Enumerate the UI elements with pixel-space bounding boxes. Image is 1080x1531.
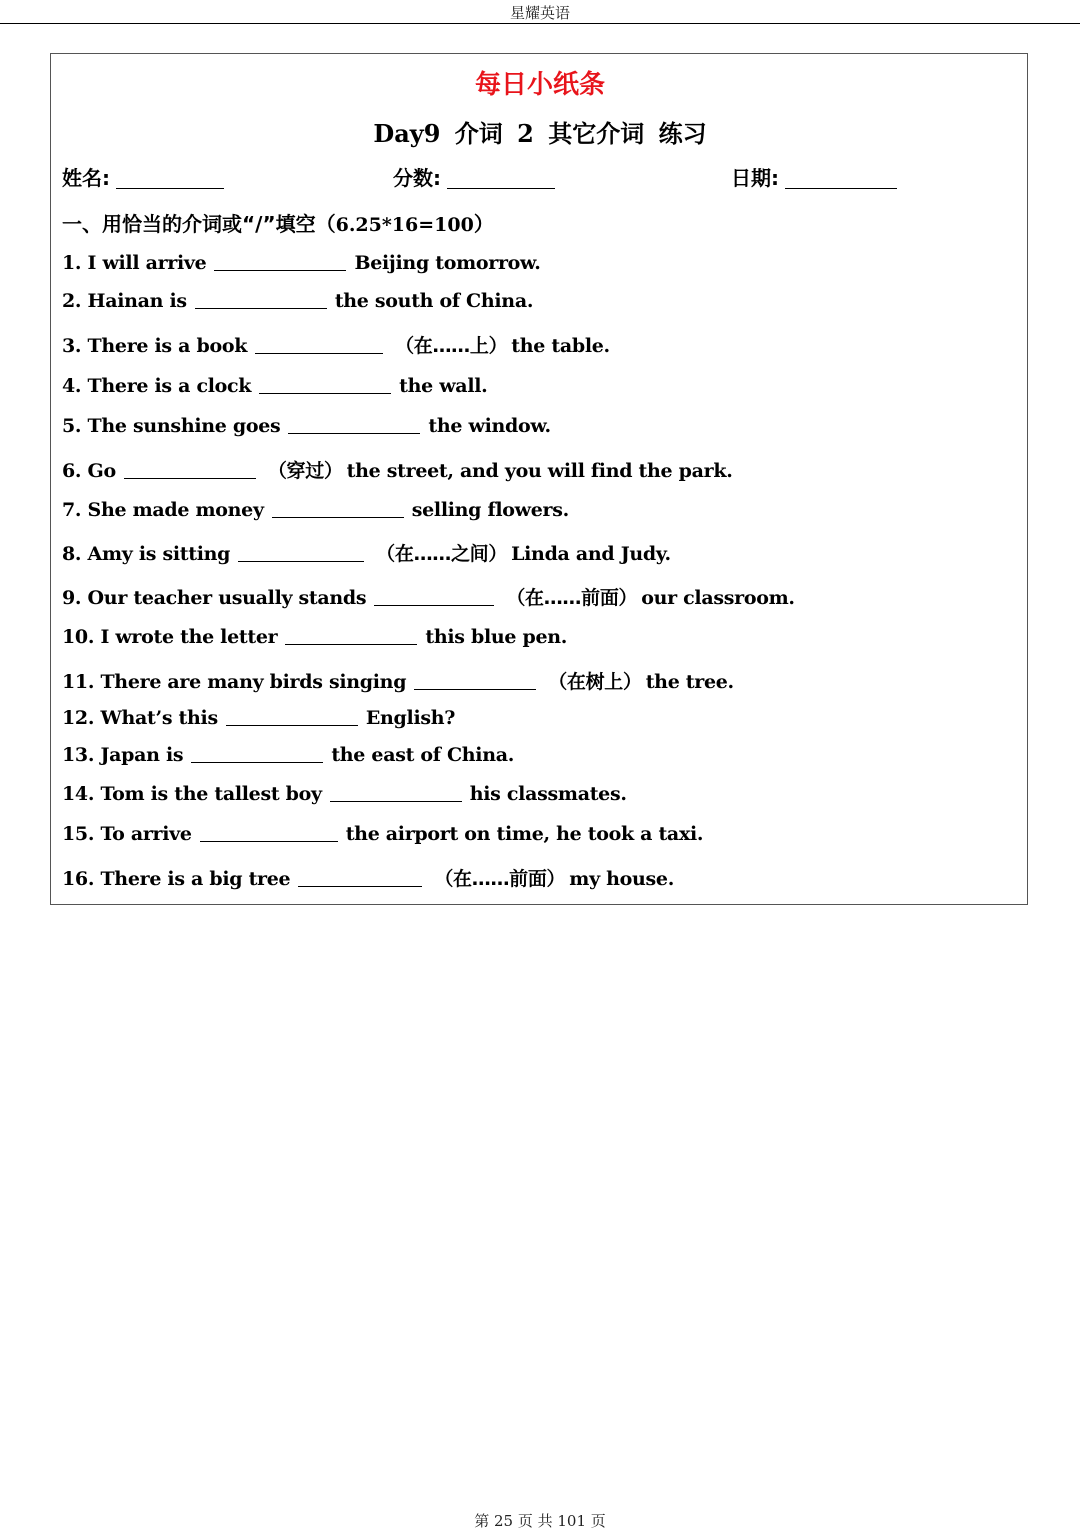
page-header: 星耀英语: [509, 4, 570, 22]
answer-blank[interactable]: [272, 499, 404, 518]
answer-blank[interactable]: [195, 290, 327, 309]
score-field: [393, 162, 555, 191]
answer-blank[interactable]: [414, 671, 536, 690]
question-text-after: this blue pen.: [425, 626, 568, 648]
question-12: [62, 707, 455, 729]
question-8: [62, 539, 671, 566]
date-blank[interactable]: [785, 168, 897, 189]
question-10: [62, 626, 567, 648]
question-text-after: the east of China.: [331, 744, 515, 766]
question-text: 16. There is a big tree: [62, 868, 291, 890]
answer-blank[interactable]: [374, 587, 494, 606]
answer-blank[interactable]: [191, 744, 323, 763]
question-text: 9. Our teacher usually stands: [62, 587, 367, 609]
answer-blank[interactable]: [330, 783, 462, 802]
question-text-after: the street, and you will find the park.: [346, 460, 733, 482]
subtitle-part3: 练习: [658, 120, 707, 148]
question-text-after: selling flowers.: [411, 499, 569, 521]
question-text: 15. To arrive: [62, 823, 192, 845]
answer-blank[interactable]: [288, 415, 420, 434]
date-label: 日期:: [731, 166, 779, 190]
section-label: 一、用恰当的介词或“/”填空（: [62, 212, 336, 236]
question-text: 6. Go: [62, 460, 116, 482]
question-6: [62, 456, 733, 483]
date-field: [731, 162, 897, 191]
question-16: [62, 864, 674, 891]
question-text: 5. The sunshine goes: [62, 415, 281, 437]
answer-blank[interactable]: [226, 707, 358, 726]
page-footer: 第 25 页 共 101 页: [474, 1512, 606, 1530]
score-label: 分数:: [393, 166, 441, 190]
answer-blank[interactable]: [200, 823, 338, 842]
header-rule: [0, 23, 1080, 24]
question-text: 7. She made money: [62, 499, 264, 521]
worksheet-subtitle: [0, 114, 1080, 149]
question-text-after: English?: [365, 707, 456, 729]
worksheet-title: 每日小纸条: [474, 70, 605, 100]
question-text-after: Linda and Judy.: [511, 543, 671, 565]
subtitle-day: Day9: [373, 119, 441, 148]
question-hint: （在……前面）: [434, 868, 566, 890]
question-text-after: the wall.: [399, 375, 488, 397]
answer-blank[interactable]: [124, 460, 256, 479]
question-1: [62, 252, 541, 274]
question-text-after: his classmates.: [469, 783, 627, 805]
question-hint: （在……前面）: [506, 587, 638, 609]
question-hint: （在树上）: [548, 671, 642, 693]
question-14: [62, 783, 627, 805]
name-blank[interactable]: [116, 168, 224, 189]
question-13: [62, 744, 514, 766]
question-text: 10. I wrote the letter: [62, 626, 278, 648]
answer-blank[interactable]: [259, 375, 391, 394]
question-4: [62, 375, 487, 397]
question-text-after: the window.: [428, 415, 551, 437]
subtitle-part2: 其它介词: [548, 120, 645, 148]
score-blank[interactable]: [447, 168, 555, 189]
subtitle-num: 2: [517, 119, 534, 148]
section-close: ）: [473, 212, 494, 236]
answer-blank[interactable]: [214, 252, 346, 271]
question-15: [62, 823, 703, 845]
name-label: 姓名:: [62, 166, 110, 190]
question-text: 13. Japan is: [62, 744, 184, 766]
question-hint: （穿过）: [267, 460, 343, 482]
question-text: 2. Hainan is: [62, 290, 187, 312]
answer-blank[interactable]: [298, 868, 422, 887]
question-hint: （在……之间）: [376, 543, 508, 565]
question-text: 14. Tom is the tallest boy: [62, 783, 322, 805]
question-3: [62, 331, 610, 358]
answer-blank[interactable]: [238, 543, 364, 562]
question-text: 4. There is a clock: [62, 375, 252, 397]
question-text: 11. There are many birds singing: [62, 671, 407, 693]
question-text-after: Beijing tomorrow.: [354, 252, 541, 274]
subtitle-part1: 介词: [454, 120, 503, 148]
question-text-after: the airport on time, he took a taxi.: [345, 823, 704, 845]
question-7: [62, 499, 569, 521]
answer-blank[interactable]: [285, 626, 417, 645]
question-text: 8. Amy is sitting: [62, 543, 231, 565]
question-text-after: the tree.: [645, 671, 734, 693]
question-11: [62, 667, 734, 694]
question-text: 3. There is a book: [62, 335, 248, 357]
question-5: [62, 415, 551, 437]
section-formula: 6.25*16=100: [335, 214, 474, 236]
answer-blank[interactable]: [255, 335, 383, 354]
question-text-after: the south of China.: [334, 290, 534, 312]
name-field: [62, 162, 224, 191]
question-text-after: the table.: [511, 335, 610, 357]
question-2: [62, 290, 533, 312]
question-text-after: my house.: [569, 868, 675, 890]
question-9: [62, 583, 795, 610]
question-text-after: our classroom.: [641, 587, 795, 609]
question-hint: （在……上）: [395, 335, 508, 357]
question-text: 12. What’s this: [62, 707, 218, 729]
section-heading: [62, 208, 494, 237]
question-text: 1. I will arrive: [62, 252, 207, 274]
